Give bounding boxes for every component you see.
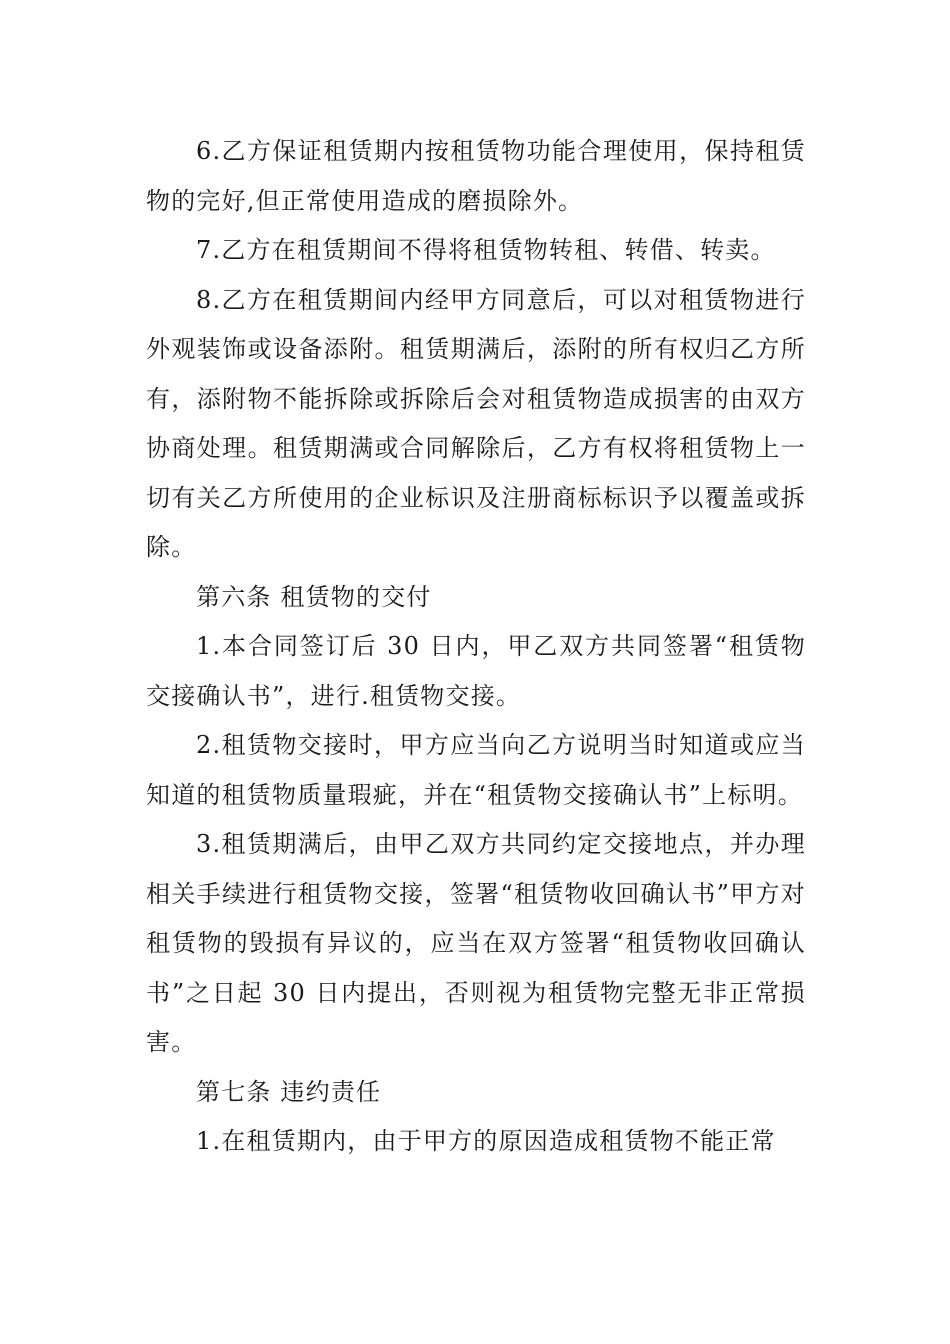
delivery-clause-3-paragraph: 3.租赁期满后，由甲乙双方共同约定交接地点，并办理相关手续进行租赁物交接，签署“租赁物收回确认书”甲方对租赁物的毁损有异议的，应当在双方签署“租赁物收回确认书”之日起 30 日内提出，否则视为租赁物完整无非正常损害。: [146, 830, 806, 1056]
article-6-heading: 第六条 租赁物的交付: [196, 582, 432, 611]
delivery-clause-2-paragraph: 2.租赁物交接时，甲方应当向乙方说明当时知道或应当知道的租赁物质量瑕疵，并在“租赁物交接确认书”上标明。: [146, 731, 806, 809]
document-body: [146, 127, 806, 1167]
clause-7-paragraph: 7.乙方在租赁期间不得将租赁物转租、转借、转卖。: [196, 236, 776, 264]
clause-8-paragraph: 8.乙方在租赁期间内经甲方同意后，可以对租赁物进行外观装饰或设备添附。租赁期满后，添附的所有权归乙方所有，添附物不能拆除或拆除后会对租赁物造成损害的由双方协商处理。租赁期满或合同解除后，乙方有权将租赁物上一切有关乙方所使用的企业标识及注册商标标识予以覆盖或拆除。: [146, 285, 806, 561]
clause-6-paragraph: 6.乙方保证租赁期内按租赁物功能合理使用，保持租赁物的完好,但正常使用造成的磨损除外。: [146, 137, 806, 215]
article-7-heading: 第七条 违约责任: [196, 1077, 382, 1106]
delivery-clause-1-paragraph: 1.本合同签订后 30 日内，甲乙双方共同签署“租赁物交接确认书”，进行.租赁物交接。: [146, 632, 806, 710]
liability-clause-1-paragraph: 1.在租赁期内，由于甲方的原因造成租赁物不能正常: [196, 1127, 776, 1155]
